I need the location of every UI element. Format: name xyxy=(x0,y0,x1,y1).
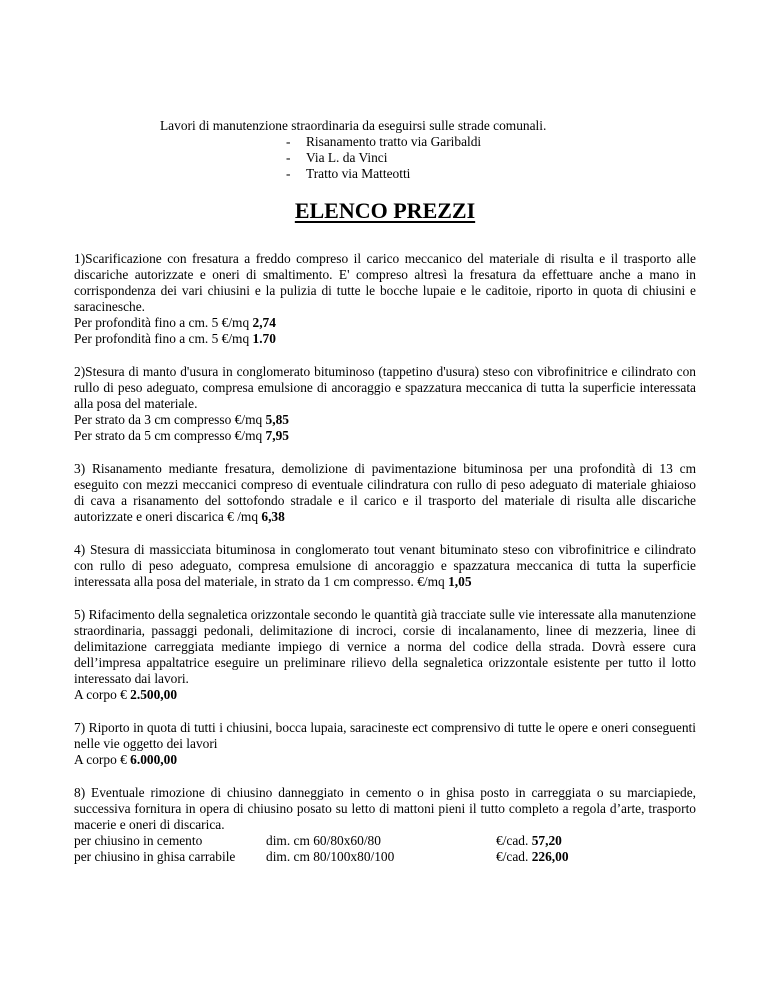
intro-list-item: - Via L. da Vinci xyxy=(286,150,388,165)
price-line: Per profondità fino a cm. 5 €/mq 2,74 xyxy=(74,315,276,330)
price-line: Per strato da 3 cm compresso €/mq 5,85 xyxy=(74,412,289,427)
price-row: per chiusino in ghisa carrabile dim. cm 80/100x80/100 €/cad. 226,00 xyxy=(74,849,569,864)
intro-heading: Lavori di manutenzione straordinaria da eseguirsi sulle strade comunali. xyxy=(160,118,547,133)
price-item-8 xyxy=(74,785,696,865)
page-title: ELENCO PREZZI xyxy=(294,198,476,223)
price-item-2 xyxy=(74,364,696,444)
price-row: per chiusino in cemento dim. cm 60/80x60/80 €/cad. 57,20 xyxy=(74,833,562,848)
item-description: 2)Stesura di manto d'usura in conglomerato bituminoso (tappetino d'usura) steso con vibrofinitrice e cilindrato con rullo di peso adeguato, compresa emulsione di ancoraggio e spazzatura meccanica di tutta la superficie interessata alla posa del materiale. xyxy=(74,364,696,411)
price-item-4 xyxy=(74,542,696,590)
intro-list-item: - Tratto via Matteotti xyxy=(286,166,411,181)
item-description: 4) Stesura di massicciata bituminosa in conglomerato tout venant bituminato steso con vibrofinitrice e cilindrato con rullo di peso adeguato, compresa emulsione di ancoraggio e spazzatura meccanica di tutta la superficie interessata alla posa del materiale, in strato da 1 cm compresso. €/mq 1,05 xyxy=(74,542,696,589)
item-description: 5) Rifacimento della segnaletica orizzontale secondo le quantità già tracciate sulle vie interessate alla manutenzione straordinaria, passaggi pedonali, delimitazione di incroci, corsie di incalanamento, linee di mezzeria, linee di delimitazione carreggiata mediante impiego di vernice a norma del codice della strada. Dovrà essere cura dell’impresa appaltatrice eseguire un preliminare rilievo della segnaletica orizzontale esistente per tutto il lotto interessato dai lavori. xyxy=(74,607,696,686)
price-line: Per strato da 5 cm compresso €/mq 7,95 xyxy=(74,428,289,443)
price-item-5 xyxy=(74,607,696,703)
price-item-3 xyxy=(74,461,696,525)
price-line: Per profondità fino a cm. 5 €/mq 1.70 xyxy=(74,331,276,346)
price-item-1 xyxy=(74,251,696,347)
intro-list-item: - Risanamento tratto via Garibaldi xyxy=(286,134,482,149)
item-description: 7) Riporto in quota di tutti i chiusini, bocca lupaia, saracineste ect comprensivo di tutte le opere e oneri conseguenti nelle vie oggetto dei lavori xyxy=(74,720,696,751)
intro-block xyxy=(160,118,680,182)
price-item-7 xyxy=(74,720,696,768)
price-line: A corpo € 6.000,00 xyxy=(74,752,178,767)
price-list xyxy=(74,251,696,882)
item-description: 3) Risanamento mediante fresatura, demolizione di pavimentazione bituminosa per una profondità di 13 cm eseguito con mezzi meccanici compreso di eventuale cilindratura con rullo di peso adeguato di materiale ghiaioso di cava a risanamento del sottofondo stradale e il carico e il trasporto del materiale di risulta alle discariche autorizzate e oneri discarica € /mq 6,38 xyxy=(74,461,696,524)
price-line: A corpo € 2.500,00 xyxy=(74,687,178,702)
item-description: 8) Eventuale rimozione di chiusino danneggiato in cemento o in ghisa posto in carreggiata o su marciapiede, successiva fornitura in opera di chiusino posato su letto di mattoni pieni il tutto completo a regola d’arte, trasporto macerie e oneri di discarica. xyxy=(74,785,696,832)
item-description: 1)Scarificazione con fresatura a freddo compreso il carico meccanico del materiale di risulta e il trasporto alle discariche autorizzate e oneri di smaltimento. E' compreso altresì la fresatura da effettuare anche a mano in corrispondenza dei vari chiusini e la pulizia di tutte le bocche lupaie e le caditoie, riporto in quota di chiusini e saracinesche. xyxy=(74,251,696,314)
